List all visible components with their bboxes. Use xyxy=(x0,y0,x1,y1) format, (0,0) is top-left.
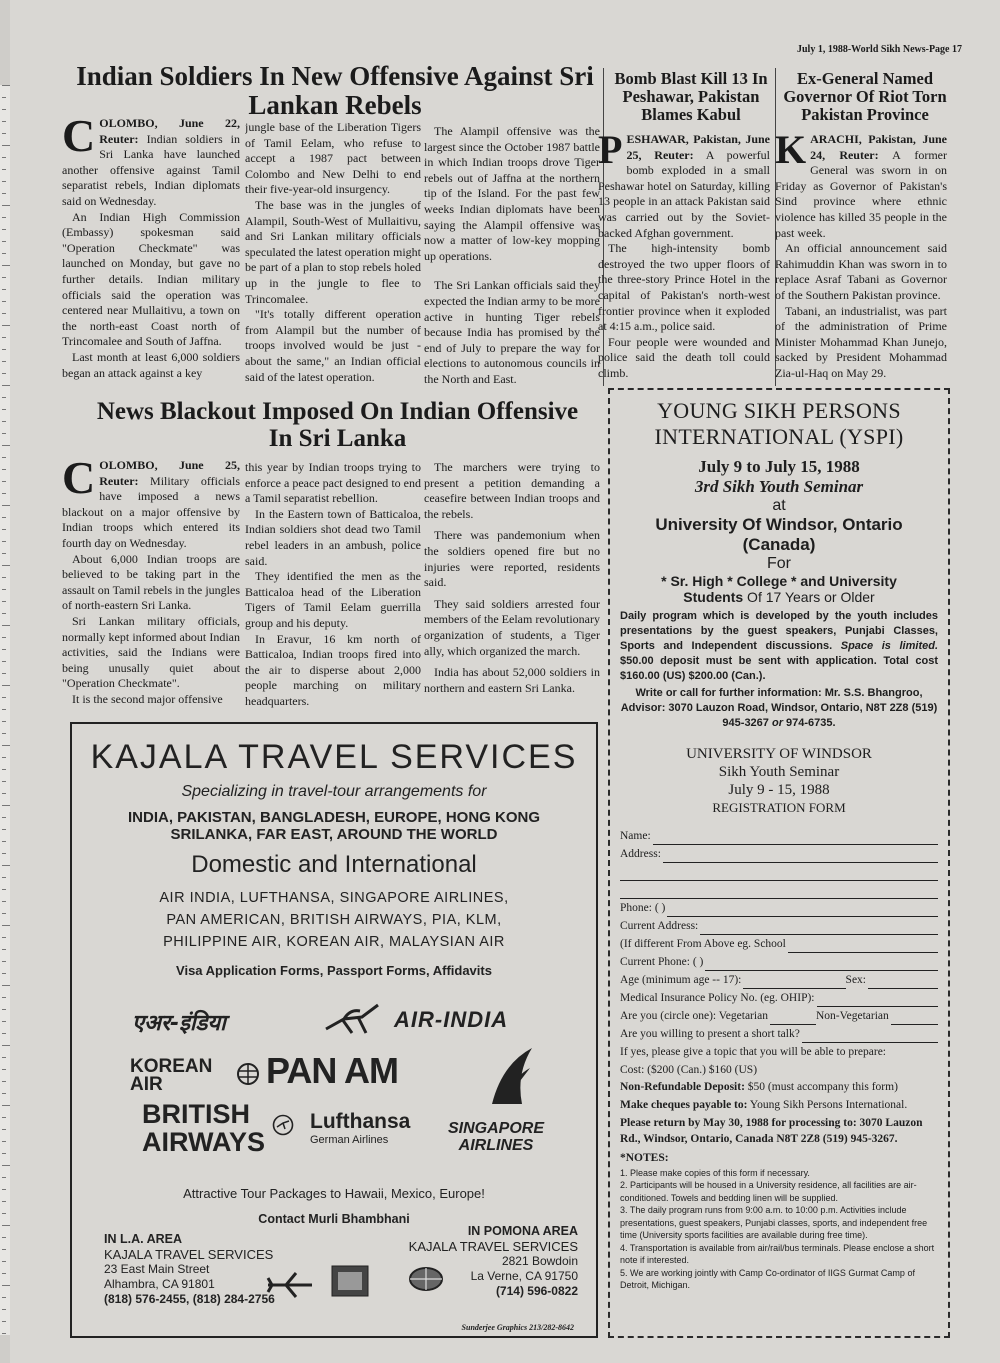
ruler-tick xyxy=(2,1009,6,1010)
current-address-field[interactable] xyxy=(620,917,938,935)
article4-dropcap: C xyxy=(62,458,96,503)
airline-line: PAN AMERICAN, BRITISH AIRWAYS, PIA, KLM, xyxy=(166,912,502,928)
pomona-address xyxy=(408,1224,578,1299)
yspi-at: at xyxy=(772,496,786,514)
phone-label: Phone: ( ) xyxy=(620,901,666,914)
ruler-tick xyxy=(2,997,6,998)
ruler-tick xyxy=(2,1093,6,1094)
ruler-tick xyxy=(2,589,6,590)
talk-label: Are you willing to present a short talk? xyxy=(620,1027,800,1040)
ruler-tick xyxy=(2,1261,6,1262)
kajala-title: KAJALA TRAVEL SERVICES xyxy=(90,738,578,776)
article3-lead: A former General was sworn in on Friday as Governor of Pakistan's Sind province where ethnic violence has killed 35 people in the past week. xyxy=(775,147,947,240)
yspi-audience: * Sr. High * College * and University xyxy=(661,572,897,589)
ruler-tick xyxy=(2,253,6,254)
article4-dateline: OLOMBO, June 25, xyxy=(99,458,240,472)
ruler-tick xyxy=(2,205,10,206)
ruler-tick xyxy=(2,1069,6,1070)
article1-para: The Sri Lankan officials said they expected the Indian army to be more active in hunting Tiger rebels because India has promised by the end of July to prepare the way for elections to autonomous councils in the North and East. xyxy=(424,278,600,386)
page-folio: July 1, 1988-World Sikh News-Page 17 xyxy=(796,44,962,55)
ruler-tick xyxy=(2,709,6,710)
note-item: 2. Participants will be housed in a University residence, all facilities are air-conditioned. Towels and bedding linen will be supplied. xyxy=(620,1180,917,1203)
ruler-tick xyxy=(2,241,6,242)
ruler-tick xyxy=(2,1117,6,1118)
registration-form xyxy=(620,827,938,1292)
ruler-tick xyxy=(2,421,6,422)
ruler-tick xyxy=(2,493,6,494)
note-item: 4. Transportation is available from air/rail/bus terminals. Please enclose a short note if interested. xyxy=(620,1242,935,1266)
article4-col1 xyxy=(62,458,240,716)
ruler-tick xyxy=(2,145,10,146)
article3-dropcap: K xyxy=(775,132,807,172)
ruler-tick xyxy=(2,193,6,194)
yspi-seminar: 3rd Sikh Youth Seminar xyxy=(694,476,864,496)
ruler-tick xyxy=(2,949,6,950)
ruler-tick xyxy=(2,157,6,158)
ruler-tick xyxy=(2,1033,6,1034)
ruler-tick xyxy=(2,925,10,926)
article4-para: They identified the men as the Batticaloa head of the Liberation Tigers of Tamil Eelam guerrilla group and his deputy. xyxy=(245,569,421,630)
airplane-icon xyxy=(266,1270,314,1300)
kajala-airlines xyxy=(72,887,596,953)
age-label: Age (minimum age -- 17): xyxy=(620,973,742,986)
ruler-tick xyxy=(2,1285,10,1286)
ruler-tick xyxy=(2,445,10,446)
ruler-tick xyxy=(2,853,6,854)
yspi-for: For xyxy=(767,554,791,572)
kajala-domestic: Domestic and International xyxy=(191,851,477,878)
kajala-visa: Visa Application Forms, Passport Forms, Affidavits xyxy=(176,963,492,978)
article1-para: "It's totally different operation from Alampil but the number of troops involved would be just - about the same," an Indian official said of the latest operation. xyxy=(245,307,421,384)
singapore-word: AIRLINES xyxy=(458,1137,534,1154)
article4-para: The marchers were trying to present a petition demanding a ceasefire between Indian troops and the rebels. xyxy=(424,460,600,521)
ruler-tick xyxy=(2,745,10,746)
airline-line: PHILIPPINE AIR, KOREAN AIR, MALAYSIAN AIR xyxy=(163,934,505,950)
article4-col3 xyxy=(424,460,600,716)
if-different-field[interactable] xyxy=(620,935,938,953)
return-note: Please return by May 30, 1988 for processing to: 3070 Lauzon Rd., Windsor, Ontario, Canada N8T 2Z8 (519) 945-3267. xyxy=(620,1116,923,1145)
ruler-tick xyxy=(2,637,6,638)
pomona-phone: (714) 596-0822 xyxy=(495,1284,578,1298)
ruler-tick xyxy=(2,1153,6,1154)
article4-lead: Military officials have imposed a news blackout on a major offensive by Indian troops which entered its fourth day on Wednesday. xyxy=(62,473,240,550)
yspi-title: INTERNATIONAL (YSPI) xyxy=(654,424,904,450)
article3-source: Reuter: xyxy=(839,147,879,162)
ruler-tick xyxy=(2,1225,10,1226)
topic-label: If yes, please give a topic that you will be able to prepare: xyxy=(620,1045,886,1058)
article4-para: It is the second major offensive xyxy=(72,691,223,706)
yspi-venue-country: (Canada) xyxy=(742,534,816,554)
form-title: UNIVERSITY OF WINDSOR xyxy=(686,745,872,762)
ruler-tick xyxy=(2,409,6,410)
ruler-tick xyxy=(2,1333,6,1334)
yspi-age: Of 17 Years or Older xyxy=(743,588,875,605)
ruler-tick xyxy=(2,685,10,686)
ruler-tick xyxy=(2,781,6,782)
name-field[interactable] xyxy=(620,827,938,845)
ruler-tick xyxy=(2,697,6,698)
notes-title: *NOTES: xyxy=(620,1151,669,1164)
ruler-tick xyxy=(2,217,6,218)
ruler-tick xyxy=(2,361,6,362)
ruler-tick xyxy=(2,769,6,770)
article1-col1 xyxy=(62,116,240,391)
yspi-contact-or: or xyxy=(771,716,783,729)
centaur-icon xyxy=(322,999,382,1039)
ruler-tick xyxy=(2,649,6,650)
ruler-tick xyxy=(2,397,6,398)
diet-field[interactable] xyxy=(620,1007,938,1025)
article1-dateline: OLOMBO, June 22, xyxy=(99,116,240,130)
deposit-value: $50 (must accompany this form) xyxy=(744,1080,898,1093)
ruler-tick xyxy=(2,433,6,434)
ruler-tick xyxy=(2,457,6,458)
ruler-tick xyxy=(2,1249,6,1250)
ruler-tick xyxy=(2,793,6,794)
cost-label: Cost: ($200 (Can.) $160 (US) xyxy=(620,1063,758,1076)
ruler-tick xyxy=(2,805,10,806)
pan-am-logo: PAN AM xyxy=(266,1050,398,1091)
article1-col2 xyxy=(245,120,421,392)
ruler-tick xyxy=(2,817,6,818)
age-sex-field[interactable] xyxy=(620,971,938,989)
article4-source: Reuter: xyxy=(99,473,139,488)
pan-am-globe-icon xyxy=(236,1062,260,1086)
ruler-tick xyxy=(2,973,6,974)
ruler-tick xyxy=(2,481,6,482)
yspi-program-cost: $50.00 deposit must be sent with application. Total cost $160.00 (US) $200.00 (Can.). xyxy=(620,654,938,682)
article2-para: The high-intensity bomb destroyed the two upper floors of the three-story Prince Hotel in the capital of Pakistan's north-west frontier province when it exploded at 4:15 a.m., police said. xyxy=(598,241,770,334)
ruler-tick xyxy=(2,313,6,314)
ruler-tick xyxy=(2,661,6,662)
la-street: 23 East Main Street xyxy=(104,1262,210,1276)
article4-para: this year by Indian troops trying to enforce a peace pact designed to end a Tamil separatist rebellion. xyxy=(245,460,421,506)
yspi-title: YOUNG SIKH PERSONS xyxy=(657,398,901,423)
article3-para: An official announcement said Rahimuddin Khan was sworn in to replace Asraf Tabani as Governor of the Southern Pakistan province. xyxy=(775,241,947,302)
newspaper-page xyxy=(10,0,1000,1363)
ruler-tick xyxy=(2,1177,6,1178)
ruler-tick xyxy=(2,625,10,626)
article1-headline: Indian Soldiers In New Offensive Against Sri Lankan Rebels xyxy=(76,61,594,121)
medical-field[interactable] xyxy=(620,989,938,1007)
ruler-tick xyxy=(2,1189,6,1190)
cheques-note xyxy=(620,1097,938,1113)
talk-field[interactable] xyxy=(620,1025,938,1043)
ruler-tick xyxy=(2,1165,10,1166)
ruler-tick xyxy=(2,349,6,350)
yspi-program xyxy=(620,609,938,684)
yspi-contact-text: Write or call for further information: Mr. S.S. Bhangroo, Advisor: 3070 Lauzon Road, Windsor, Ontario, N8T 2Z8 (519) 945-3267 xyxy=(620,686,938,729)
ruler-tick xyxy=(2,85,10,86)
address-label: Address: xyxy=(620,847,661,860)
ruler-tick xyxy=(2,1081,6,1082)
la-phone: (818) 576-2455, (818) 284-2756 xyxy=(104,1292,275,1306)
article1-dropcap: C xyxy=(62,116,96,161)
address-line[interactable] xyxy=(620,881,938,899)
note-item: 1. Please make copies of this form if necessary. xyxy=(620,1167,810,1178)
ruler-tick xyxy=(2,841,6,842)
airline-line: AIR INDIA, LUFTHANSA, SINGAPORE AIRLINES, xyxy=(159,890,509,906)
ruler-tick xyxy=(2,937,6,938)
form-title: Sikh Youth Seminar xyxy=(718,763,840,780)
ruler-tick xyxy=(2,757,6,758)
article2-source: Reuter: xyxy=(654,147,694,162)
korean-air-logo xyxy=(130,1058,212,1094)
article2-dateline: ESHAWAR, Pakistan, June 25, xyxy=(626,132,770,162)
form-title: July 9 - 15, 1988 xyxy=(728,781,830,798)
ruler-tick xyxy=(2,121,6,122)
article3-para: Tabani, an industrialist, was part of the administration of Prime Minister Mohammad Khan Junejo, sacked by President Mohammad Zia-ul-Haq on May 29. xyxy=(775,303,947,380)
ruler-tick xyxy=(2,385,10,386)
british-airways-logo xyxy=(142,1100,265,1156)
ruler-tick xyxy=(2,1129,6,1130)
current-phone-label: Current Phone: ( ) xyxy=(620,955,704,968)
pomona-heading: IN POMONA AREA xyxy=(467,1224,578,1238)
ruler-tick xyxy=(2,169,6,170)
air-india-logo: AIR-INDIA xyxy=(394,1007,509,1032)
article1-para: jungle base of the Liberation Tigers of Tamil Eelam, who refuse to accept a 1987 pact between Colombo and New Delhi to end their five-year-old insurgency. xyxy=(245,120,421,197)
ruler-tick xyxy=(2,529,6,530)
sex-label: Sex: xyxy=(845,973,866,986)
ruler-tick xyxy=(2,1273,6,1274)
if-different-label: (If different From Above eg. School xyxy=(620,937,786,950)
ruler-tick xyxy=(2,733,6,734)
article1-para: An Indian High Commission (Embassy) spokesman said "Operation Checkmate" was launched on Monday, but gave no further details. Indian military officials said the operation was centered near Mullaitivu, a town on the north-east Coast north of Trincomalee and South of Jaffna. xyxy=(62,209,240,349)
deposit-label: Non-Refundable Deposit: xyxy=(620,1080,745,1093)
phone-field[interactable] xyxy=(620,899,938,917)
ruler-tick xyxy=(2,565,10,566)
ruler-tick xyxy=(2,325,10,326)
air-india-hindi-logo: एअर-इंडिया xyxy=(132,1011,226,1036)
ruler-tick xyxy=(2,265,10,266)
ruler-tick xyxy=(2,577,6,578)
yspi-dates: July 9 to July 15, 1988 xyxy=(698,456,860,476)
lufthansa-word: Lufthansa xyxy=(310,1110,411,1133)
address-field[interactable] xyxy=(620,845,938,863)
singapore-airlines-logo xyxy=(448,1120,544,1154)
ruler-tick xyxy=(2,373,6,374)
yspi-students: Students xyxy=(683,588,744,605)
korean-air-word: AIR xyxy=(130,1074,163,1095)
ruler-tick xyxy=(2,229,6,230)
article4-para: In the Eastern town of Batticaloa, Indian soldiers shot dead two Tamil rebel leaders in an ambush, police said. xyxy=(245,506,421,568)
article3-body xyxy=(775,132,947,386)
cheques-value: Young Sikh Persons International. xyxy=(747,1098,908,1111)
article1-source: Reuter: xyxy=(99,131,139,146)
singapore-bird-icon xyxy=(482,1044,542,1114)
ruler-tick xyxy=(2,1045,10,1046)
ruler-tick xyxy=(2,1213,6,1214)
article2-para: Four people were wounded and police said the death toll could climb. xyxy=(598,334,770,380)
ruler-tick xyxy=(2,1237,6,1238)
la-address xyxy=(104,1232,275,1307)
article4-para: They said soldiers arrested four members of the Eelam revolutionary organization of students, a Tiger ally, which organized the march. xyxy=(424,596,600,658)
article1-para: Last month at least 6,000 soldiers began an attack against a key xyxy=(62,349,240,380)
medical-label: Medical Insurance Policy No. (eg. OHIP): xyxy=(620,991,815,1004)
ruler-tick xyxy=(2,901,6,902)
ruler-tick xyxy=(2,1321,6,1322)
la-name: KAJALA TRAVEL SERVICES xyxy=(104,1247,274,1262)
form-title: REGISTRATION FORM xyxy=(712,799,846,815)
kajala-tours: Attractive Tour Packages to Hawaii, Mexico, Europe! xyxy=(183,1186,485,1201)
ruler-tick xyxy=(2,109,6,110)
diet-label: Are you (circle one): Vegetarian xyxy=(620,1009,768,1022)
notes-list xyxy=(620,1167,938,1292)
article1-lead: Indian soldiers in Sri Lanka have launched another offensive against Tamil separatist rebels, Indian diplomats said on Wednesday. xyxy=(62,131,240,208)
la-city: Alhambra, CA 91801 xyxy=(104,1277,215,1291)
kajala-contact: Contact Murli Bhambhani xyxy=(258,1212,410,1226)
ruler-tick xyxy=(2,337,6,338)
ruler-tick xyxy=(2,469,6,470)
cheques-label: Make cheques payable to: xyxy=(620,1098,748,1111)
ruler-tick xyxy=(2,613,6,614)
graphics-credit: Sunderjee Graphics 213/282-8642 xyxy=(461,1323,574,1332)
ruler-tick xyxy=(2,181,6,182)
article3-dateline: ARACHI, Pakistan, June 24, xyxy=(810,132,947,162)
current-phone-field[interactable] xyxy=(620,953,938,971)
pomona-street: 2821 Bowdoin xyxy=(501,1254,578,1268)
ruler-tick xyxy=(2,985,10,986)
ruler-tick xyxy=(2,1105,10,1106)
ruler-tick xyxy=(2,601,6,602)
article4-para: India has about 52,000 soldiers in northern and eastern Sri Lanka. xyxy=(424,665,600,695)
article4-para: Sri Lankan military officials, normally kept informed about Indian activities, said the Indians were being unusally quiet about "Operation Checkmate". xyxy=(62,613,240,691)
ruler-tick xyxy=(2,133,6,134)
article2-lead: A powerful bomb exploded in a small Peshawar hotel on Saturday, killing 13 people in an attack Pakistan said was carried out by the Soviet-backed Afghan government. xyxy=(598,147,770,240)
ruler-tick xyxy=(2,1141,6,1142)
ruler-tick xyxy=(2,97,6,98)
note-item: 5. We are working jointly with Camp Co-ordinator of IIGS Gurmat Camp of Detroit, Michigan. xyxy=(620,1267,915,1291)
lufthansa-subtitle: German Airlines xyxy=(310,1134,389,1146)
yspi-audience-age xyxy=(620,589,938,605)
article4-para: In Eravur, 16 km north of Batticaloa, Indian troops fired into the air to disperse about 2,000 people marching on military headquarters. xyxy=(245,631,421,708)
article4-col2 xyxy=(245,460,421,716)
ruler-tick xyxy=(2,517,6,518)
article4-para: About 6,000 Indian troops are believed to be taking part in the assault on Tamil rebels in the jungles of north-eastern Sri Lanka. xyxy=(62,551,240,613)
yspi-space-limited: Space is limited. xyxy=(840,639,939,652)
ruler-tick xyxy=(2,505,10,506)
badge-icon xyxy=(330,1264,370,1298)
pomona-name: KAJALA TRAVEL SERVICES xyxy=(408,1239,578,1254)
kajala-advertisement xyxy=(70,722,598,1338)
ruler-tick xyxy=(2,301,6,302)
note-item: 3. The daily program runs from 9:00 a.m. to 10:00 p.m. Activities include presentations, guest speakers, Punjabi classes, sports, and independent free time (University sports facilities are available during free time). xyxy=(620,1205,928,1241)
ruler-tick xyxy=(2,1021,6,1022)
yspi-advertisement xyxy=(608,388,950,1338)
ruler-tick xyxy=(2,541,6,542)
yspi-program-text: Daily program which is developed by the youth includes presentations by the guest speakers, Punjabi Classes, Sports and Independent discussions. xyxy=(620,609,938,652)
ruler-tick xyxy=(2,553,6,554)
deposit-note xyxy=(620,1079,938,1095)
article2-dropcap: P xyxy=(598,132,623,172)
ruler-tick xyxy=(2,1297,6,1298)
kajala-destinations: INDIA, PAKISTAN, BANGLADESH, EUROPE, HONG KONG xyxy=(128,809,540,826)
article3-headline: Ex-General Named Governor Of Riot Torn Pakistan Province xyxy=(783,69,947,124)
ruler-tick xyxy=(2,1057,6,1058)
ruler-tick xyxy=(2,829,6,830)
ruler-tick xyxy=(2,1201,6,1202)
ruler-tick xyxy=(2,877,6,878)
article2-body xyxy=(598,132,770,386)
article1-para: The Alampil offensive was the largest since the October 1987 battle in which Indian troops drove Tiger rebels out of Jaffna at the northern tip of the Island. For the past few weeks Indian diplomats have been saying the Alampil offensive was now a matter of low-key mopping up operations. xyxy=(424,124,600,263)
article1-para: The base was in the jungles of Alampil, South-West of Mullaitivu, and Sri Lankan military officials speculated the latest operation might be part of a plan to stop rebels holed up in the jungle to flee to Trincomalee. xyxy=(245,197,421,306)
yspi-contact xyxy=(620,686,938,731)
ruler-tick xyxy=(2,1309,6,1310)
lufthansa-logo xyxy=(310,1110,410,1146)
kajala-destinations: SRILANKA, FAR EAST, AROUND THE WORLD xyxy=(170,826,498,843)
singapore-word: SINGAPORE xyxy=(448,1120,545,1137)
yspi-contact-phone: 974-6735. xyxy=(782,716,836,729)
name-label: Name: xyxy=(620,829,651,842)
ruler-tick xyxy=(2,865,10,866)
address-line[interactable] xyxy=(620,863,938,881)
kajala-specializing: Specializing in travel-tour arrangements for xyxy=(181,783,487,800)
current-address-label: Current Address: xyxy=(620,919,699,932)
ruler-tick xyxy=(2,721,6,722)
korean-air-word: KOREAN xyxy=(130,1056,213,1077)
pomona-city: La Verne, CA 91750 xyxy=(470,1269,578,1283)
ruler-tick xyxy=(2,889,6,890)
article4-para: There was pandemonium when the soldiers opened fire but no injuries were reported, residents said. xyxy=(424,528,600,590)
ruler-tick xyxy=(2,289,6,290)
yspi-venue: University Of Windsor, Ontario xyxy=(655,514,903,534)
ruler-tick xyxy=(2,277,6,278)
ruler-tick xyxy=(2,961,6,962)
nonveg-label: Non-Vegetarian xyxy=(815,1009,889,1022)
la-heading: IN L.A. AREA xyxy=(104,1232,183,1246)
article1-col3 xyxy=(424,124,600,392)
ruler-tick xyxy=(2,913,6,914)
lufthansa-crane-icon xyxy=(272,1114,294,1136)
article2-headline: Bomb Blast Kill 13 In Peshawar, Pakistan Blames Kabul xyxy=(614,69,768,124)
article4-headline: News Blackout Imposed On Indian Offensive In Sri Lanka xyxy=(96,398,579,452)
ruler-tick xyxy=(2,673,6,674)
british-airways-word: AIRWAYS xyxy=(142,1127,266,1157)
british-airways-word: BRITISH xyxy=(142,1099,250,1129)
